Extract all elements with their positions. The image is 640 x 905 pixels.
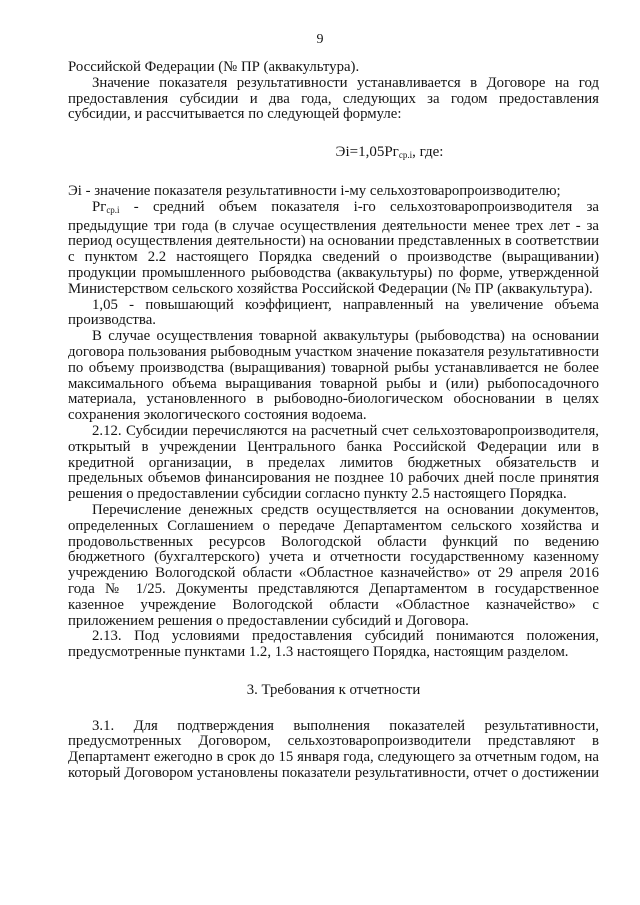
paragraph-3-1: 3.1. Для подтверждения выполнения показателей результативности, предусмотренных Договором, сельхозтоваропроизводители представляют в Департамент ежегодно в срок до 15 января года, следующего за отчетным годом, на который Договором установлены показатели результативности, отчет о достижении (68, 717, 599, 782)
paragraph-2-13: 2.13. Под условиями предоставления субсидий понимаются положения, предусмотренные пунктами 1.2, 1.3 настоящего Порядка, настоящим разделом. (68, 628, 599, 661)
paragraph-continuation: Российской Федерации (№ ПР (аквакультура). (68, 59, 360, 75)
paragraph-indicator-value: Значение показателя результативности устанавливается в Договоре на год предоставления субсидии и два года, следующих за годом предоставления субсидии, и рассчитывается по следующей формуле: (68, 74, 599, 123)
rg-text: - средний объем показателя i-го сельхозтоваропроизводителя за предыдущие три года (в случае осуществления деятельности менее трех лет - за период осуществления деятельности) на основании представленных в соответствии с пунктом 2.2 настоящего Порядка сведений о производстве (выращивании) продукции промышленного рыбоводства (аквакультуры) по форме, утвержденной Министерством сельского хозяйства Российской Федерации (№ ПР (аквакультура). (68, 198, 599, 297)
formula (68, 145, 599, 164)
page-number: 9 (316, 32, 324, 47)
paragraph-aquaculture: В случае осуществления товарной аквакультуры (рыбоводства) на основании договора пользования рыбоводным участком значение показателя результативности по объему производства (выращивания) товарной рыбы устанавливается не более максимального объема выращивания товарной рыбы и (или) рыбопосадочного материала, установленного в рыбоводно-биологическом обосновании в целях сохранения экологического состояния водоема. (68, 328, 599, 424)
paragraph-coefficient: 1,05 - повышающий коэффициент, направленный на увеличение объема производства. (68, 296, 599, 329)
formula-tail: , где: (412, 144, 444, 161)
paragraph-rg-definition (68, 200, 599, 298)
paragraph-ei-definition: Эi - значение показателя результативности i-му сельхозтоваропроизводителю; (68, 182, 561, 199)
formula-main: Эi=1,05Рг (335, 144, 399, 161)
paragraph-2-12: 2.12. Субсидии перечисляются на расчетный счет сельхозтоваропроизводителя, открытый в учреждении Центрального банка Российской Федерации или в кредитной организации, в пределах лимитов бюджетных обязательств и предельных объемов финансирования не позднее 10 рабочих дней после принятия решения о предоставлении субсидии согласно пункту 2.5 настоящего Порядка. (68, 422, 599, 503)
rg-symbol: Рг (92, 198, 107, 215)
formula-subscript: ср.i (398, 150, 413, 161)
rg-subscript: ср.i (106, 204, 120, 215)
document-body (68, 60, 599, 782)
section-heading: 3. Требования к отчетности (246, 681, 421, 698)
paragraph-transfer: Перечисление денежных средств осуществляется на основании документов, определенных Соглашением о передаче Департаментом сельского хозяйства и продовольственных ресурсов Вологодской области функций по ведению бюджетного (бухгалтерского) учета и отчетности государственному казенному учреждению Вологодской области «Областное казначейство» от 29 апреля 2016 года № 1/25. Документы представляются Департаментом в государственное казенное учреждение Вологодской области «Областное казначейство» с приложением решения о предоставлении субсидий и Договора. (68, 501, 599, 629)
